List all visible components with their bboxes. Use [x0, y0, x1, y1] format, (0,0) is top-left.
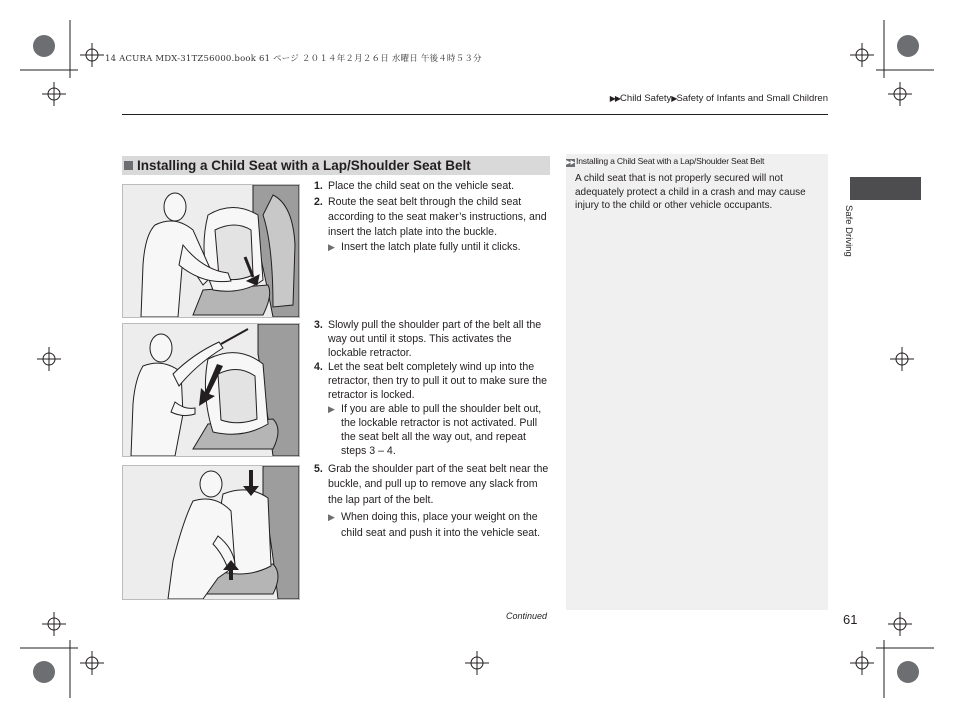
note-text: Insert the latch plate fully until it clicks.	[341, 241, 521, 253]
triangle-right-icon: ▶	[328, 242, 335, 252]
note-text: When doing this, place your weight on the child seat and push it into the vehicle seat.	[341, 511, 541, 539]
steps-group-1	[314, 179, 552, 255]
step-4	[314, 360, 552, 402]
step-number: 3.	[314, 319, 323, 331]
note-text: If you are able to pull the shoulder belt out, the lockable retractor is not activated. Pull the seat belt all the way out, and repeat steps 3 – 4.	[341, 403, 542, 457]
figure-pull-shoulder-belt	[122, 323, 300, 457]
step-1	[314, 179, 552, 194]
triangle-right-icon: ▶	[328, 512, 335, 523]
step-5	[314, 462, 552, 508]
illustration-remove-slack	[123, 466, 299, 599]
step-3	[314, 318, 552, 360]
illustration-pull-belt	[123, 324, 299, 456]
step-text: Slowly pull the shoulder part of the belt all the way out until it stops. This activates the lockable retractor.	[328, 319, 542, 359]
sidebar-title-text: Installing a Child Seat with a Lap/Shoulder Seat Belt	[576, 156, 765, 166]
double-triangle-icon: ▶▶	[566, 160, 575, 166]
step-number: 5.	[314, 463, 323, 475]
breadcrumb-child-safety[interactable]: Child Safety	[620, 93, 672, 104]
triangle-right-icon: ▶	[328, 404, 335, 414]
illustration-insert-latch	[123, 185, 299, 317]
steps-group-3	[314, 462, 552, 541]
steps-group-2	[314, 318, 552, 458]
sidebar-note-panel	[566, 154, 828, 610]
chapter-label-text: Safe Driving	[843, 205, 854, 257]
chapter-tab[interactable]	[850, 177, 921, 200]
breadcrumb	[610, 93, 828, 104]
double-triangle-icon: ▶▶	[609, 94, 621, 103]
triangle-right-icon: ▶	[671, 94, 677, 103]
chapter-tab-label	[842, 205, 866, 263]
square-icon	[124, 161, 133, 170]
step-number: 1.	[314, 180, 323, 192]
step-5-note	[314, 510, 552, 541]
step-number: 4.	[314, 361, 323, 373]
step-4-note	[314, 402, 552, 458]
step-text: Grab the shoulder part of the seat belt near the buckle, and pull up to remove any slack from the lap part of the belt.	[328, 463, 549, 506]
step-2-note	[314, 240, 552, 255]
continued-label: Continued	[506, 611, 548, 621]
page-number: 61	[843, 612, 858, 627]
step-text: Let the seat belt completely wind up into the retractor, then try to pull it out to make sure the retractor is locked.	[328, 361, 548, 401]
figure-remove-slack	[122, 465, 300, 600]
section-heading	[122, 156, 550, 175]
step-text: Place the child seat on the vehicle seat.	[328, 180, 515, 192]
step-number: 2.	[314, 196, 323, 208]
header-rule	[122, 114, 828, 115]
sidebar-note-body: A child seat that is not properly secured will not adequately protect a child in a crash and may cause injury to the child or other vehicle occupants.	[575, 173, 806, 211]
figure-place-child-seat	[122, 184, 300, 318]
sidebar-note-title	[566, 156, 764, 167]
print-info-line: 14 ACURA MDX-31TZ56000.book 61 ページ ２０１４年２月２６日 水曜日 午後４時５３分	[105, 54, 482, 64]
step-2	[314, 195, 552, 240]
breadcrumb-infants[interactable]: Safety of Infants and Small Children	[676, 93, 828, 104]
section-title: Installing a Child Seat with a Lap/Shoulder Seat Belt	[137, 158, 471, 173]
step-text: Route the seat belt through the child seat according to the seat maker’s instructions, and insert the latch plate into the buckle.	[328, 196, 547, 238]
